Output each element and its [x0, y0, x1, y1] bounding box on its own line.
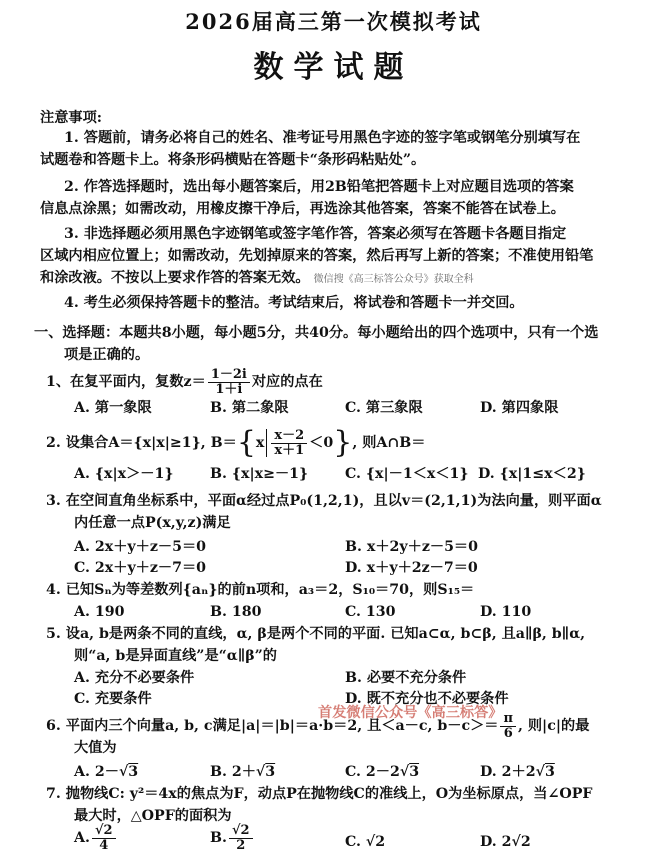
q6-stem-pre: 6. 平面内三个向量a, b, c满足|a|＝|b|＝a·b＝2, 且＜a－c, b－c＞＝	[46, 718, 499, 735]
q7-a-fraction	[92, 824, 116, 852]
q7-b-den: 2	[236, 837, 246, 853]
q7-option-d: D. 2√2	[480, 834, 531, 850]
notice-item-1-line-2: 试题卷和答题卡上。将条形码横贴在答题卡“条形码粘贴处”。	[40, 152, 426, 168]
watermark-text: 微信搜《高三标答公众号》获取全科	[313, 274, 474, 285]
q3-option-c: C. 2x＋y＋z－7＝0	[74, 560, 207, 576]
question-7-line-1: 7. 抛物线C: y²＝4x的焦点为F，动点P在抛物线C的准线上，O为坐标原点，当∠OPF	[46, 786, 593, 802]
question-3-line-2: 内任意一点P(x,y,z)满足	[74, 515, 231, 531]
q6-option-b	[210, 762, 275, 782]
q5-option-d: D. 既不充分也不必要条件	[345, 691, 509, 707]
question-5-line-2: 则“a, b是异面直线”是“α∥β”的	[74, 648, 277, 664]
q7-option-c: C. √2	[345, 834, 386, 850]
q6-fraction	[500, 712, 516, 740]
q2-option-d: D. {x|1≤x＜2}	[478, 466, 586, 482]
q6-d-pre: D. 2＋2√	[480, 764, 545, 780]
notice-item-1-line-1: 1. 答题前，请务必将自己的姓名、准考证号用黑色字迹的签字笔或钢笔分别填写在	[64, 130, 581, 146]
question-4-stem: 4. 已知Sₙ为等差数列{aₙ}的前n项和，a₃＝2，S₁₀＝70，则S₁₅＝	[46, 582, 475, 598]
question-7-line-2: 最大时，△OPF的面积为	[74, 808, 232, 824]
q1-option-c: C. 第三象限	[345, 400, 423, 416]
notice-item-3-text: 和涂改液。不按以上要求作答的答案无效。	[40, 270, 310, 286]
q4-option-b: B. 180	[210, 604, 262, 620]
q1-option-a: A. 第一象限	[74, 400, 152, 416]
q6-d-rad: 3	[544, 764, 555, 780]
q6-a-rad: 3	[128, 764, 139, 780]
q6-option-c	[345, 762, 419, 782]
exam-title: 2026届高三第一次模拟考试	[185, 9, 482, 34]
question-5-line-1: 5. 设a, b是两条不同的直线，α, β是两个不同的平面. 已知a⊂α, b⊂β, 且a∥β, b∥α,	[46, 626, 586, 642]
question-2-stem	[46, 425, 646, 460]
q7-a-den: 4	[99, 837, 109, 853]
q6-a-pre: A. 2－√	[74, 764, 129, 780]
q1-frac-den: 1＋i	[215, 381, 243, 397]
section-1-heading-line-2: 项是正确的。	[64, 347, 150, 363]
notice-item-3-line-1: 3. 非选择题必须用黑色字迹钢笔或签字笔作答，答案必须写在答题卡各题目指定	[64, 226, 567, 242]
q2-right-brace: }	[333, 425, 353, 460]
q2-set-var: x	[255, 435, 265, 451]
q4-option-d: D. 110	[480, 604, 532, 620]
q1-option-b: B. 第二象限	[210, 400, 289, 416]
q7-b-label: B.	[210, 830, 227, 847]
q5-option-c: C. 充要条件	[74, 691, 152, 707]
q6-stem-post: , 则|c|的最	[517, 718, 590, 735]
q2-option-c: C. {x|－1＜x＜1}	[345, 466, 469, 482]
q2-stem-pre: 2. 设集合A＝{x|x|≥1}, B＝	[46, 435, 237, 451]
q6-b-rad: 3	[265, 764, 276, 780]
q3-option-d: D. x＋y＋2z－7＝0	[345, 560, 478, 576]
subject-title: 数学试题	[253, 50, 414, 85]
notice-item-4: 4. 考生必须保持答题卡的整洁。考试结束后，将试卷和答题卡一并交回。	[64, 295, 524, 311]
q6-option-d	[480, 762, 555, 782]
notice-item-2-line-1: 2. 作答选择题时，选出每小题答案后，用2B铅笔把答题卡上对应题目选项的答案	[64, 179, 574, 195]
q1-fraction	[208, 368, 250, 396]
q1-option-d: D. 第四象限	[480, 400, 559, 416]
q4-option-c: C. 130	[345, 604, 396, 620]
q7-a-num: √2	[92, 824, 116, 839]
q5-option-b: B. 必要不充分条件	[345, 670, 467, 686]
notice-heading: 注意事项:	[40, 110, 102, 126]
q2-set-bar	[266, 429, 267, 457]
q2-left-brace: {	[236, 425, 256, 460]
q2-fraction	[271, 429, 307, 457]
q2-frac-den: x＋1	[274, 442, 305, 458]
q7-b-fraction	[229, 824, 253, 852]
question-6-line-1	[46, 712, 646, 740]
q7-b-num: √2	[229, 824, 253, 839]
q2-frac-num: x－2	[271, 429, 307, 444]
q7-a-label: A.	[74, 830, 90, 847]
q6-b-pre: B. 2＋√	[210, 764, 266, 780]
q7-option-b	[210, 824, 255, 852]
q6-c-pre: C. 2－2√	[345, 764, 410, 780]
notice-item-2-line-2: 信息点涂黑；如需改动，用橡皮擦干净后，再选涂其他答案，答案不能答在试卷上。	[40, 201, 565, 217]
q7-option-a	[74, 824, 118, 852]
q6-option-a	[74, 762, 138, 782]
question-6-line-2: 大值为	[74, 740, 117, 756]
q6-frac-den: 6	[503, 725, 513, 741]
question-3-line-1: 3. 在空间直角坐标系中，平面α经过点P₀(1,2,1)，且以v＝(2,1,1)为法向量，则平面α	[46, 493, 602, 509]
notice-item-3-line-2: 区域内相应位置上；如需改动，先划掉原来的答案，然后再写上新的答案；不准使用铅笔	[40, 248, 594, 264]
q5-option-a: A. 充分不必要条件	[74, 670, 195, 686]
q6-frac-num: π	[500, 712, 516, 727]
q2-ineq: ＜0	[309, 435, 334, 451]
q2-stem-post: , 则A∩B＝	[352, 435, 426, 451]
q4-option-a: A. 190	[74, 604, 125, 620]
q2-option-b: B. {x|x≥－1}	[210, 466, 309, 482]
section-1-heading-line-1: 一、选择题：本题共8小题，每小题5分，共40分。每小题给出的四个选项中，只有一个选	[34, 325, 599, 341]
q3-option-a: A. 2x＋y＋z－5＝0	[74, 539, 207, 555]
watermark-text-2: 首发微信公众号《高三标答》	[318, 705, 503, 721]
q2-option-a: A. {x|x＞－1}	[74, 466, 174, 482]
notice-item-3-line-3	[40, 268, 640, 290]
q1-stem-pre: 1、在复平面内，复数z＝	[46, 374, 206, 391]
question-1-stem	[46, 368, 646, 396]
q6-c-rad: 3	[409, 764, 420, 780]
q3-option-b: B. x＋2y＋z－5＝0	[345, 539, 478, 555]
q1-frac-num: 1－2i	[208, 368, 250, 383]
q1-stem-post: 对应的点在	[251, 374, 323, 391]
